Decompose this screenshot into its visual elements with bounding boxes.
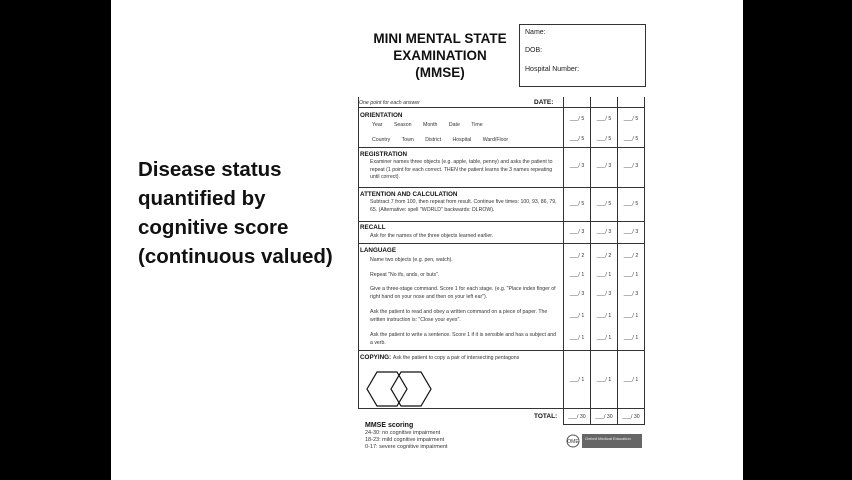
- form-title: [351, 30, 529, 81]
- copying-row: [360, 354, 519, 361]
- registration-score: ___/ 3: [596, 163, 612, 169]
- total-score: ___/ 30: [622, 414, 640, 420]
- registration-score: ___/ 3: [623, 163, 639, 169]
- scoring-line: 0-17: severe cognitive impairment: [365, 444, 448, 450]
- pentagon-shape: [391, 372, 431, 406]
- language-item-text: Ask the patient to read and obey a written command on a piece of paper. The written instruction is: "Close your eyes".: [370, 309, 548, 323]
- language-item-score: ___/ 1: [569, 313, 585, 319]
- language-item-score: ___/ 1: [623, 313, 639, 319]
- language-item-score: ___/ 1: [596, 313, 612, 319]
- orientation-word: Date: [448, 122, 460, 128]
- orientation-word: Town: [401, 137, 414, 143]
- language-item-score: ___/ 1: [569, 335, 585, 341]
- slide: [111, 0, 743, 480]
- headline-line: cognitive score: [138, 216, 289, 239]
- table-rule: [590, 97, 591, 424]
- logo-text: Oxford Medical Education: [582, 434, 642, 448]
- intersecting-pentagons-drawing: [365, 369, 435, 409]
- copying-score: ___/ 1: [623, 377, 639, 383]
- copying-title: COPYING:: [360, 354, 392, 361]
- date-label: DATE:: [534, 99, 554, 106]
- orientation-score-2: ___/ 5: [623, 136, 639, 142]
- table-rule: [358, 97, 359, 408]
- form-title-line: (MMSE): [415, 65, 465, 80]
- svg-text:OME: OME: [567, 439, 579, 445]
- registration-title: REGISTRATION: [360, 151, 408, 158]
- copying-score: ___/ 1: [596, 377, 612, 383]
- form-title-line: EXAMINATION: [393, 48, 487, 63]
- orientation-word: Country: [372, 137, 391, 143]
- attention-score: ___/ 5: [623, 201, 639, 207]
- language-item-score: ___/ 1: [596, 335, 612, 341]
- total-label: TOTAL:: [534, 413, 558, 420]
- orientation-score-2: ___/ 5: [596, 136, 612, 142]
- language-item-score: ___/ 3: [623, 291, 639, 297]
- attention-score: ___/ 5: [596, 201, 612, 207]
- orientation-score-1: ___/ 5: [596, 116, 612, 122]
- language-item-score: ___/ 1: [569, 272, 585, 278]
- table-rule: [358, 243, 645, 244]
- orientation-row-1: [372, 122, 493, 128]
- table-rule: [644, 97, 645, 424]
- slide-headline: [138, 155, 348, 271]
- logo-mark-icon: [566, 434, 580, 448]
- attention-score: ___/ 5: [569, 201, 585, 207]
- mmse-scoring: [365, 422, 448, 451]
- orientation-score-2: ___/ 5: [569, 136, 585, 142]
- attention-title: ATTENTION AND CALCULATION: [360, 191, 458, 198]
- language-item-text: Give a three-stage command. Score 1 for each stage. (e.g. "Place index finger of right hand on your nose and then on your left ear").: [370, 286, 556, 300]
- form-title-line: MINI MENTAL STATE: [373, 31, 507, 46]
- registration-score: ___/ 3: [569, 163, 585, 169]
- scoring-line: 18-23: mild cognitive impairment: [365, 437, 445, 443]
- orientation-score-1: ___/ 5: [569, 116, 585, 122]
- orientation-score-1: ___/ 5: [623, 116, 639, 122]
- recall-score: ___/ 3: [569, 229, 585, 235]
- recall-score: ___/ 3: [623, 229, 639, 235]
- table-rule: [563, 97, 564, 424]
- scoring-line: 24-30: no cognitive impairment: [365, 430, 441, 436]
- recall-title: RECALL: [360, 224, 386, 231]
- table-rule: [358, 221, 645, 222]
- language-item-score: ___/ 2: [596, 253, 612, 259]
- header-note: One point for each answer: [359, 100, 420, 106]
- language-item-score: ___/ 3: [596, 291, 612, 297]
- language-item-score: ___/ 1: [596, 272, 612, 278]
- total-score: ___/ 30: [595, 414, 613, 420]
- orientation-title: ORIENTATION: [360, 112, 403, 119]
- language-item-score: ___/ 3: [569, 291, 585, 297]
- language-item-score: ___/ 2: [569, 253, 585, 259]
- recall-text: Ask for the names of the three objects learned earlier.: [370, 233, 494, 239]
- table-rule: [617, 97, 618, 424]
- table-rule: [358, 147, 645, 148]
- table-rule: [563, 424, 645, 425]
- dob-field-label: DOB:: [525, 47, 543, 54]
- mmse-table: [358, 97, 645, 452]
- language-item-score: ___/ 2: [623, 253, 639, 259]
- scoring-title: MMSE scoring: [365, 422, 414, 429]
- total-score: ___/ 30: [568, 414, 586, 420]
- headline-line: quantified by: [138, 187, 266, 210]
- headline-line: Disease status: [138, 158, 282, 181]
- language-item-score: ___/ 1: [623, 335, 639, 341]
- language-item-text: Ask the patient to write a sentence. Score 1 if it is sensible and has a subject and a verb.: [370, 332, 556, 346]
- table-rule: [358, 107, 645, 108]
- orientation-row-2: [372, 137, 518, 143]
- name-field-label: Name:: [525, 29, 546, 36]
- hospital-number-label: Hospital Number:: [525, 66, 580, 73]
- pentagon-shape: [367, 372, 407, 406]
- table-rule: [358, 350, 645, 351]
- orientation-word: District: [425, 137, 442, 143]
- orientation-word: Year: [372, 122, 383, 128]
- orientation-word: Hospital: [452, 137, 472, 143]
- publisher-logo: [564, 433, 644, 450]
- orientation-word: Season: [393, 122, 412, 128]
- copying-score: ___/ 1: [569, 377, 585, 383]
- copying-text: Ask the patient to copy a pair of intersecting pentagons: [392, 355, 520, 361]
- orientation-word: Ward/Floor: [482, 137, 509, 143]
- orientation-word: Time: [471, 122, 483, 128]
- language-item-score: ___/ 1: [623, 272, 639, 278]
- registration-text: Examiner names three objects (e.g. apple, table, penny) and asks the patient to repeat (1 point for each correct. THEN the patient learns the 3 names repeating until correct).: [370, 159, 553, 180]
- patient-id-box: [519, 24, 646, 87]
- headline-line: (continuous valued): [138, 245, 333, 268]
- language-item-text: Name two objects (e.g. pen, watch).: [370, 257, 453, 263]
- language-item-text: Repeat "No ifs, ands, or buts".: [370, 272, 440, 278]
- attention-text: Subtract 7 from 100, then repeat from result. Continue five times: 100, 93, 86, 79, 65. (Alternative: spell "WORLD" backwards: DLROW).: [370, 199, 557, 213]
- language-title: LANGUAGE: [360, 247, 397, 254]
- recall-score: ___/ 3: [596, 229, 612, 235]
- orientation-word: Month: [423, 122, 438, 128]
- table-rule: [358, 187, 645, 188]
